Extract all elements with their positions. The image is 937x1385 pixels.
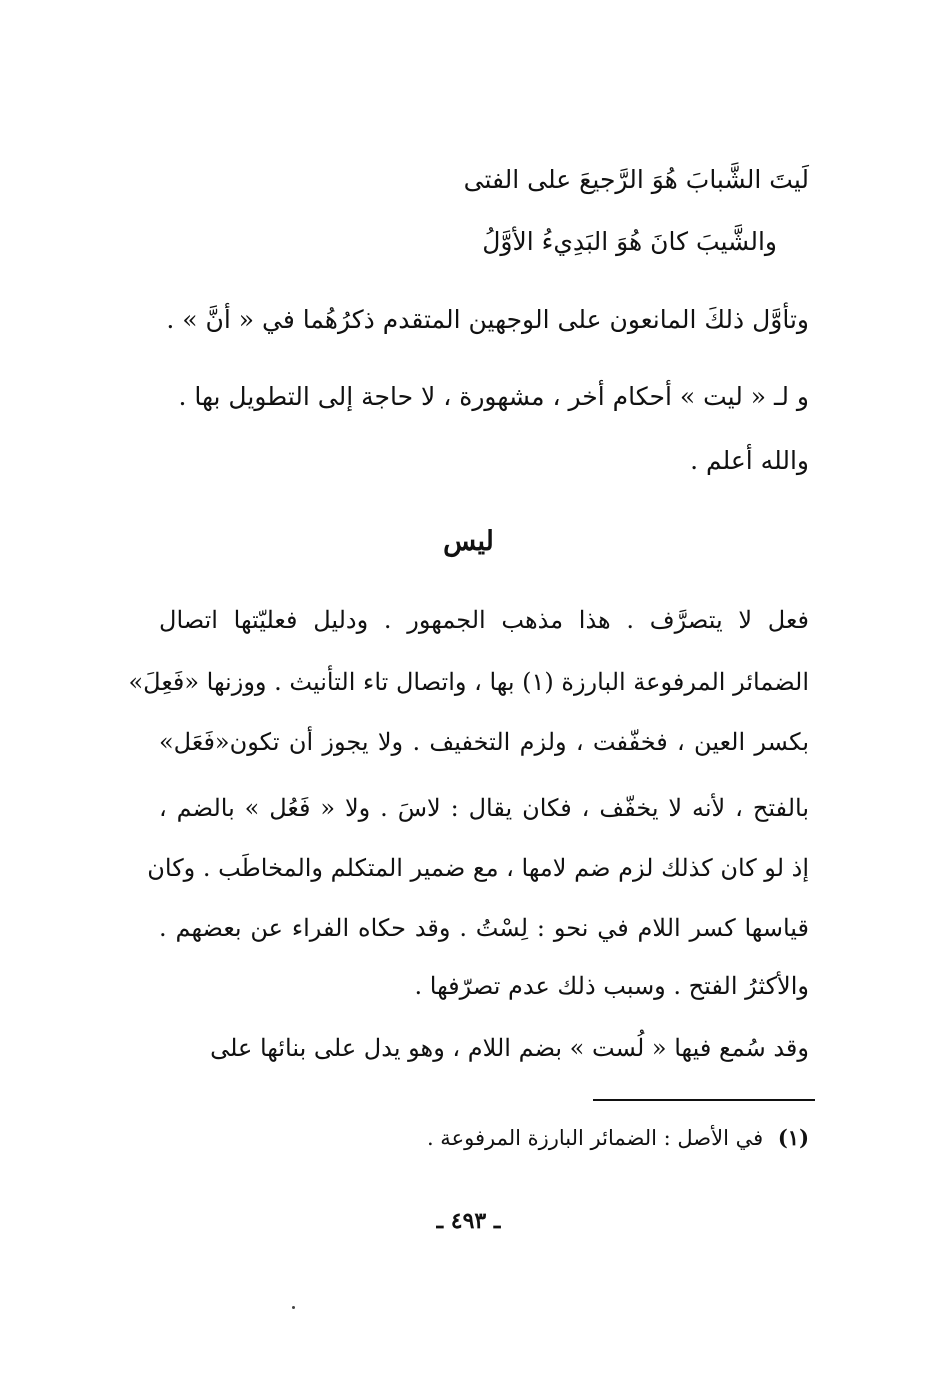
paragraph-other-rules: و لـ « ليت » أحكام أخر ، مشهورة ، لا حاجة إلى التطويل بها . xyxy=(178,382,809,411)
body-line-7: والأكثرُ الفتح . وسبب ذلك عدم تصرّفها . xyxy=(414,972,809,1000)
footnote xyxy=(427,1120,809,1156)
footnote-marker: (١) xyxy=(777,1125,809,1150)
body-line-5: إذ لو كان كذلك لزم ضم لامها ، مع ضمير المتكلم والمخاطَب . وكان xyxy=(147,854,809,882)
verse-line-1: لَيتَ الشَّبابَ هُوَ الرَّجيعَ على الفتى xyxy=(463,165,809,194)
body-line-8: وقد سُمع فيها « لُست » بضم اللام ، وهو يدل على بنائها على xyxy=(210,1034,809,1062)
scan-speck xyxy=(292,1306,295,1309)
body-line-3: بكسر العين ، فخفّفت ، ولزم التخفيف . ولا يجوز أن تكون«فَعَل» xyxy=(159,728,810,756)
paragraph-interpretation: وتأوَّل ذلكَ المانعون على الوجهين المتقدم ذكرُهُما في « أنَّ » . xyxy=(166,305,809,334)
body-line-6: قياسها كسر اللام في نحو : لِسْتُ . وقد حكاه الفراء عن بعضهم . xyxy=(159,914,809,942)
page-number: ـ ٤٩٣ ـ xyxy=(436,1208,501,1234)
section-title: ليس xyxy=(443,526,494,557)
verse-line-2: والشَّيبَ كانَ هُوَ البَدِيءُ الأوَّلُ xyxy=(482,227,777,256)
footnote-text: في الأصل : الضمائر البارزة المرفوعة . xyxy=(426,1126,764,1150)
footnote-divider xyxy=(593,1099,815,1101)
body-line-4: بالفتح ، لأنه لا يخفّف ، فكان يقال : لاسَ . ولا « فَعُل » بالضم ، xyxy=(159,794,809,822)
body-line-1: فعل لا يتصرَّف . هذا مذهب الجمهور . ودليل فعليّتها اتصال xyxy=(159,606,809,634)
body-line-2: الضمائر المرفوعة البارزة (١) بها ، واتصال تاء التأنيث . ووزنها «فَعِلَ» xyxy=(128,668,809,696)
paragraph-closing: والله أعلم . xyxy=(690,446,809,475)
